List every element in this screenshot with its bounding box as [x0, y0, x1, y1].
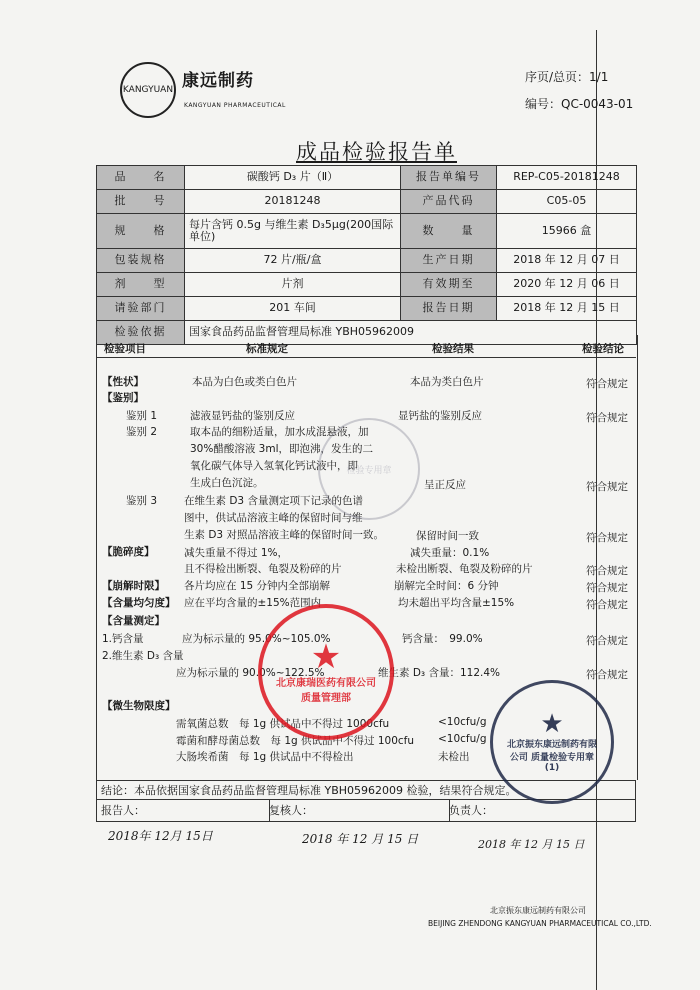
row-label: 【性状】: [102, 376, 144, 388]
row-result: 崩解完全时间：6 分钟: [394, 580, 499, 592]
row-label: 【脆碎度】: [102, 546, 155, 558]
row-label: 1.钙含量: [102, 633, 144, 645]
row-standard: 30%醋酸溶液 3ml，即泡沸，发生的二: [190, 443, 374, 455]
row-label: 【微生物限度】: [102, 700, 176, 712]
row-result: 呈正反应: [424, 479, 466, 491]
report-number: REP-C05-20181248: [497, 166, 637, 190]
label-expiry: 有效期至: [401, 273, 497, 297]
row-conclusion: 符合规定: [586, 378, 628, 390]
document-number: 编号：QC-0043-01: [525, 97, 634, 111]
row-conclusion: 符合规定: [586, 669, 628, 681]
product-name: 碳酸钙 D₃ 片（Ⅱ）: [185, 166, 401, 190]
report-title: 成品检验报告单: [296, 140, 457, 164]
row-conclusion: 符合规定: [586, 532, 628, 544]
row-label: 鉴别 3: [126, 495, 158, 507]
row-conclusion: 符合规定: [586, 481, 628, 493]
footer-company-cn: 北京振东康远制药有限公司: [490, 906, 586, 915]
product-code: C05-05: [497, 190, 637, 214]
logo-text: KANGYUAN: [122, 85, 174, 95]
row-standard: 各片均应在 15 分钟内全部崩解: [184, 580, 331, 592]
row-label: 【含量测定】: [102, 615, 165, 627]
company-name: 康远制药: [182, 71, 254, 91]
label-qty: 数 量: [401, 214, 497, 249]
dosage-form: 片剂: [185, 273, 401, 297]
test-basis: 国家食品药品监督管理局标准 YBH05962009: [185, 321, 637, 345]
row-conclusion: 符合规定: [586, 599, 628, 611]
label-code: 产品代码: [401, 190, 497, 214]
row-result: 钙含量： 99.0%: [402, 633, 483, 645]
row-label: 鉴别 2: [126, 426, 158, 438]
row-standard: 生成白色沉淀。: [190, 477, 264, 489]
row-standard: 且不得检出断裂、龟裂及粉碎的片: [184, 563, 342, 575]
row-standard: 应在平均含量的±15%范围内: [184, 597, 322, 609]
faint-stamp-text: 检验专用章: [346, 465, 392, 476]
conclusion-row: 结论：本品依据国家食品药品监督管理局标准 YBH05962009 检验，结果符合规定。: [96, 780, 636, 800]
row-result: 减失重量：0.1%: [410, 547, 490, 559]
label-basis: 检验依据: [97, 321, 185, 345]
row-conclusion: 符合规定: [586, 412, 628, 424]
star-icon: ★: [540, 709, 564, 739]
row-result: 未检出: [438, 751, 470, 763]
star-icon: ★: [310, 637, 342, 677]
row-standard: 大肠埃希菌 每 1g 供试品中不得检出: [176, 751, 354, 763]
col-conclusion: 检验结论: [582, 343, 624, 355]
blue-inspection-stamp: [490, 680, 614, 804]
row-standard: 取本品的细粉适量，加水成混悬液，加: [190, 426, 369, 438]
manager-date: 2018 年 12 月 15 日: [478, 838, 585, 851]
row-standard: 应为标示量的 95.0%~105.0%: [182, 633, 331, 645]
label-report-no: 报告单编号: [401, 166, 497, 190]
row-label: 【崩解时限】: [102, 580, 165, 592]
label-dept: 请验部门: [97, 297, 185, 321]
page-number: 序页/总页：1/1: [525, 70, 609, 84]
row-label: 2.维生素 D₃ 含量: [102, 650, 184, 662]
row-result: 均未超出平均含量±15%: [398, 597, 515, 609]
label-pack: 包装规格: [97, 249, 185, 273]
row-conclusion: 符合规定: [586, 582, 628, 594]
reporter-label: 报告人：: [97, 800, 270, 822]
row-standard: 应为标示量的 90.0%~122.5%: [176, 667, 325, 679]
col-result: 检验结果: [432, 343, 474, 355]
col-standard: 标准规定: [246, 343, 288, 355]
label-form: 剂 型: [97, 273, 185, 297]
row-standard: 本品为白色或类白色片: [192, 376, 297, 388]
row-standard: 需氧菌总数 每 1g 供试品中不得过 1000cfu: [176, 718, 390, 730]
row-result: 未检出断裂、龟裂及粉碎的片: [396, 563, 533, 575]
footer-company-en: BEIJING ZHENDONG KANGYUAN PHARMACEUTICAL CO.,LTD.: [428, 919, 652, 928]
row-label: 【含量均匀度】: [102, 597, 176, 609]
batch-number: 20181248: [185, 190, 401, 214]
specification: 每片含钙 0.5g 与维生素 D₃5μg(200国际单位): [185, 214, 401, 249]
label-product: 品 名: [97, 166, 185, 190]
label-spec: 规 格: [97, 214, 185, 249]
label-batch: 批 号: [97, 190, 185, 214]
row-conclusion: 符合规定: [586, 565, 628, 577]
row-conclusion: 符合规定: [586, 635, 628, 647]
blue-stamp-text: 北京振东康远制药有限公司 质量检验专用章 (1): [506, 740, 597, 773]
row-label: 【鉴别】: [102, 392, 144, 404]
expiry-date: 2020 年 12 月 06 日: [497, 273, 637, 297]
company-name-en: KANGYUAN PHARMACEUTICAL: [184, 102, 286, 109]
row-standard: 滤液显钙盐的鉴别反应: [190, 410, 295, 422]
row-result: 保留时间一致: [416, 530, 479, 542]
quantity: 15966 盒: [497, 214, 637, 249]
red-stamp-text: 北京康瑞医药有限公司 质量管理部: [276, 678, 376, 704]
row-result: 本品为类白色片: [410, 376, 484, 388]
red-quality-stamp: [258, 604, 394, 740]
row-standard: 在维生素 D3 含量测定项下记录的色谱: [184, 495, 363, 507]
row-result: <10cfu/g: [438, 733, 487, 745]
row-standard: 氧化碳气体导入氢氧化钙试液中，即: [190, 460, 358, 472]
row-standard: 生素 D3 对照品溶液主峰的保留时间一致。: [184, 529, 384, 541]
label-prod-date: 生产日期: [401, 249, 497, 273]
row-standard: 减失重量不得过 1%，: [184, 547, 288, 559]
row-result: <10cfu/g: [438, 716, 487, 728]
label-report-date: 报告日期: [401, 297, 497, 321]
package-spec: 72 片/瓶/盒: [185, 249, 401, 273]
report-date: 2018 年 12 月 15 日: [497, 297, 637, 321]
reporter-date: 2018年 12月 15日: [108, 829, 213, 843]
department: 201 车间: [185, 297, 401, 321]
row-result: 显钙盐的鉴别反应: [398, 410, 482, 422]
row-standard: 霉菌和酵母菌总数 每 1g 供试品中不得过 100cfu: [176, 735, 415, 747]
row-label: 鉴别 1: [126, 410, 158, 422]
faint-stamp: [318, 418, 420, 520]
production-date: 2018 年 12 月 07 日: [497, 249, 637, 273]
col-item: 检验项目: [104, 343, 146, 355]
reviewer-date: 2018 年 12 月 15 日: [302, 832, 419, 846]
row-result: 维生素 D₃ 含量：112.4%: [378, 667, 501, 679]
reviewer-label: 复核人：: [265, 800, 450, 822]
manager-label: 负责人：: [449, 804, 493, 817]
row-standard: 图中，供试品溶液主峰的保留时间与维: [184, 512, 363, 524]
